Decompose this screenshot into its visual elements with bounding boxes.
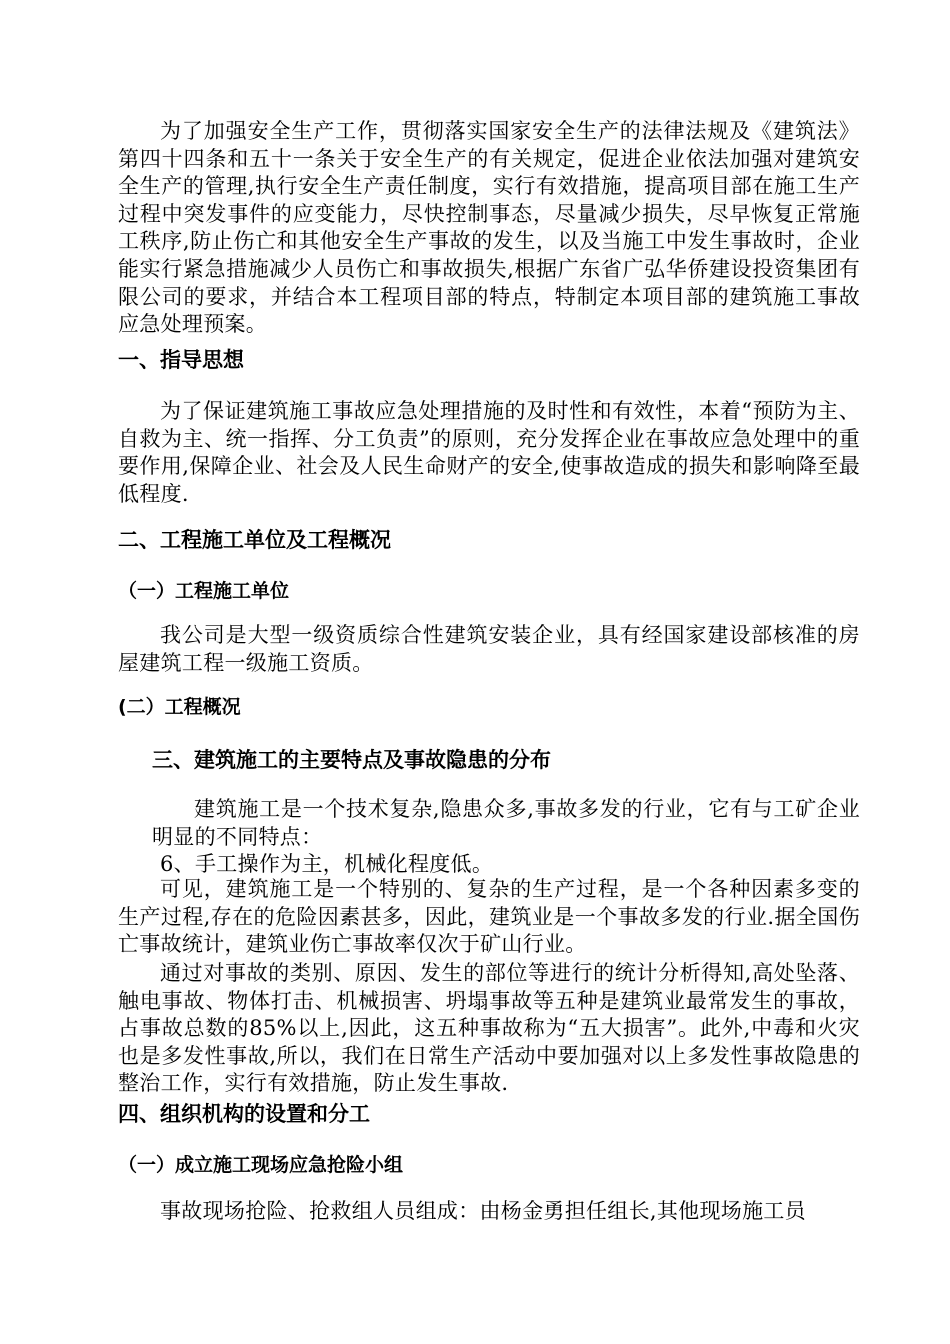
section-3-paragraph-3: 通过对事故的类别、原因、发生的部位等进行的统计分析得知,高处坠落、触电事故、物体打击、机械损害、坍塌事故等五种是建筑业最常发生的事故，占事故总数的85%以上,因此，这五种事故称为“五大损害”。此外,中毒和火灾也是多发性事故,所以，我们在日常生产活动中要加强对以上多发性事故隐患的整治工作，实行有效措施，防止发生事故. — [118, 961, 860, 1096]
intro-paragraph: 为了加强安全生产工作，贯彻落实国家安全生产的法律法规及《建筑法》第四十四条和五十一条关于安全生产的有关规定，促进企业依法加强对建筑安全生产的管理,执行安全生产责任制度，实行有效措施，提高项目部在施工生产过程中突发事件的应变能力，尽快控制事态，尽量减少损失，尽早恢复正常施工秩序,防止伤亡和其他安全生产事故的发生，以及当施工中发生事故时，企业能实行紧急措施减少人员伤亡和事故损失,根据广东省广弘华侨建设投资集团有限公司的要求，并结合本工程项目部的特点，特制定本项目部的建筑施工事故应急处理预案。 — [118, 119, 860, 337]
section-3-paragraph-1: 建筑施工是一个技术复杂,隐患众多,事故多发的行业，它有与工矿企业明显的不同特点： — [152, 797, 860, 849]
section-2-sub-1-paragraph: 我公司是大型一级资质综合性建筑安装企业，具有经国家建设部核准的房屋建筑工程一级施工资质。 — [118, 623, 860, 675]
section-4-sub-1-heading: （一）成立施工现场应急抢险小组 — [118, 1154, 404, 1176]
section-2-sub-1-heading: （一）工程施工单位 — [118, 580, 290, 602]
section-4-sub-1-paragraph: 事故现场抢险、抢救组人员组成：由杨金勇担任组长,其他现场施工员 — [160, 1199, 806, 1223]
section-3-heading: 三、建筑施工的主要特点及事故隐患的分布 — [152, 748, 551, 772]
section-3-paragraph-2: 可见，建筑施工是一个特别的、复杂的生产过程，是一个各种因素多变的生产过程,存在的危险因素甚多，因此，建筑业是一个事故多发的行业.据全国伤亡事故统计，建筑业伤亡事故率仅次于矿山行业。 — [118, 877, 860, 957]
section-2-heading: 二、工程施工单位及工程概况 — [118, 528, 391, 552]
section-1-paragraph: 为了保证建筑施工事故应急处理措施的及时性和有效性，本着“预防为主、自救为主、统一指挥、分工负责”的原则，充分发挥企业在事故应急处理中的重要作用,保障企业、社会及人民生命财产的安全,使事故造成的损失和影响降至最低程度. — [118, 399, 860, 506]
section-3-list-item-6: 6、手工操作为主，机械化程度低。 — [160, 852, 494, 876]
section-4-heading: 四、组织机构的设置和分工 — [118, 1102, 370, 1126]
section-1-heading: 一、指导思想 — [118, 348, 244, 372]
section-2-sub-2-heading: (二）工程概况 — [118, 696, 241, 718]
